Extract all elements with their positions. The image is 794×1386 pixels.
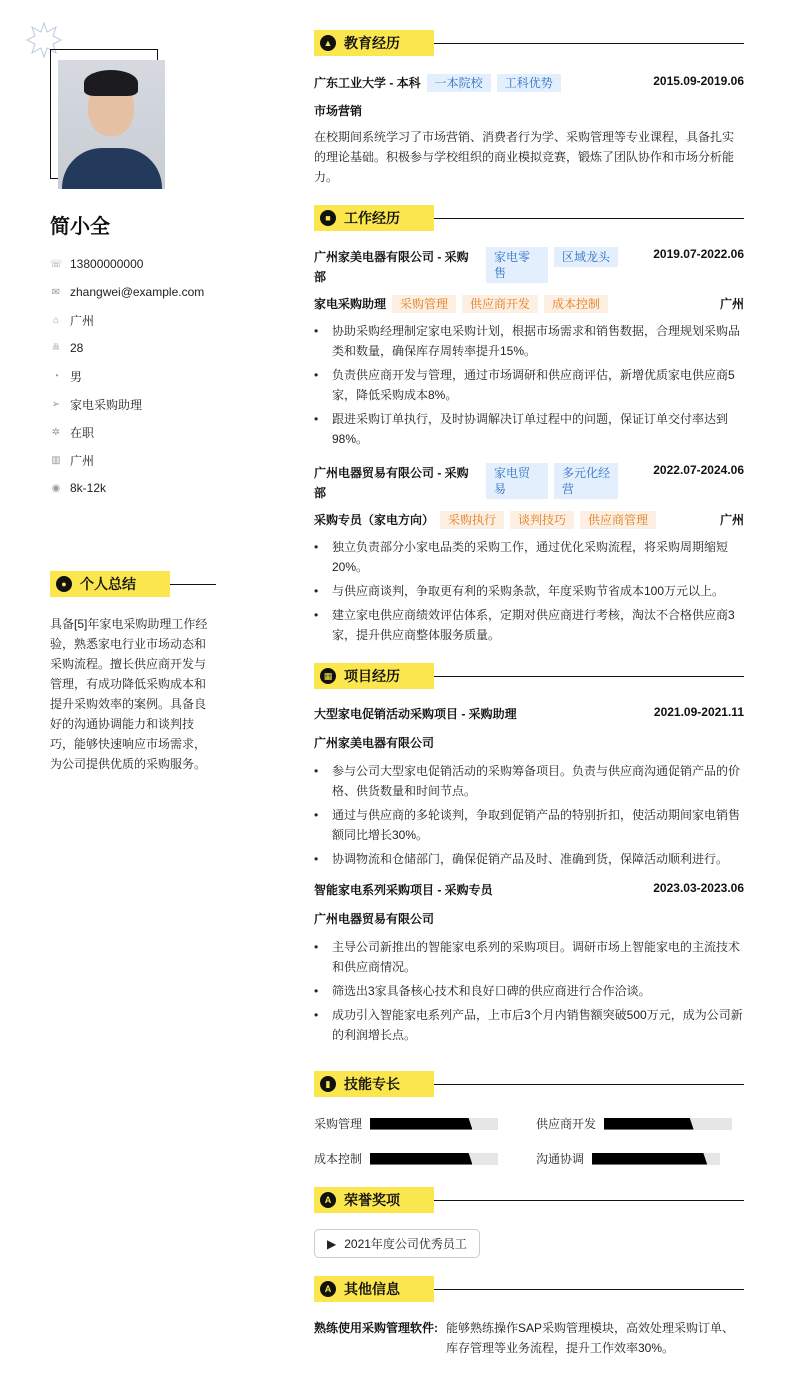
bullet: • 建立家电供应商绩效评估体系，定期对供应商进行考核，淘汰不合格供应商3家，提升供应商整体服务质量。 xyxy=(314,605,744,645)
info-value: zhangwei@example.com xyxy=(70,285,205,299)
tag: 多元化经营 xyxy=(554,463,618,499)
skill-bar-fill xyxy=(604,1118,694,1130)
award-icon: A xyxy=(320,1192,336,1208)
info-value: 在职 xyxy=(70,425,95,440)
info-position xyxy=(50,390,204,418)
cake-icon: ≞ xyxy=(51,342,61,354)
info-value: 广州 xyxy=(70,313,95,328)
city: 广州 xyxy=(719,297,744,311)
skill-bar-fill xyxy=(370,1118,472,1130)
skill-tag: 谈判技巧 xyxy=(510,511,574,529)
skill-tag: 采购管理 xyxy=(392,295,456,313)
status-icon: ✲ xyxy=(51,426,61,438)
education-header xyxy=(314,30,744,56)
info-gender xyxy=(50,362,204,390)
date: 2022.07-2024.06 xyxy=(653,463,744,477)
date: 2023.03-2023.06 xyxy=(653,881,744,895)
info-home xyxy=(50,306,204,334)
building-icon: ▥ xyxy=(51,454,61,466)
bullet: • 协助采购经理制定家电采购计划，根据市场需求和销售数据，合理规划采购品类和数量，确保库存周转率提升15%。 xyxy=(314,321,744,361)
project-name: 大型家电促销活动采购项目 - 采购助理 xyxy=(314,707,517,721)
project-item xyxy=(314,705,744,869)
company: 广州电器贸易有限公司 - 采购部 xyxy=(314,466,469,500)
tag: 区域龙头 xyxy=(554,247,618,267)
skill-item xyxy=(536,1115,744,1132)
summary-text: 具备[5]年家电采购助理工作经验，熟悉家电行业市场动态和采购流程。擅长供应商开发与管理，有成功降低采购成本和提升采购效率的案例。具备良好的沟通协调能力和谈判技巧，能够快速响应市场需求，为公司提供优质的采购服务。 xyxy=(50,617,208,771)
bullet: • 负责供应商开发与管理，通过市场调研和供应商评估，新增优质家电供应商5家，降低采购成本8%。 xyxy=(314,365,744,405)
skills-grid xyxy=(314,1115,744,1167)
mail-icon: ✉ xyxy=(51,286,61,298)
skill-item xyxy=(314,1115,536,1132)
skills-header xyxy=(314,1071,744,1097)
work-header xyxy=(314,205,744,231)
section-title: 技能专长 xyxy=(344,1076,400,1092)
section-title: 荣誉奖项 xyxy=(344,1192,400,1208)
bar-chart-icon: ▮ xyxy=(320,1076,336,1092)
bullet: • 与供应商谈判，争取更有利的采购条款，年度采购节省成本100万元以上。 xyxy=(314,581,744,601)
company: 广州家美电器有限公司 - 采购部 xyxy=(314,250,469,284)
major: 市场营销 xyxy=(314,104,363,118)
other-text: 能够熟练操作SAP采购管理模块，高效处理采购订单、库存管理等业务流程，提升工作效率30%。 xyxy=(446,1321,735,1355)
section-title: 工作经历 xyxy=(344,210,400,226)
play-triangle-icon: ▶ xyxy=(327,1236,337,1251)
date: 2021.09-2021.11 xyxy=(653,705,744,719)
skill-name: 成本控制 xyxy=(314,1152,363,1166)
awards-header xyxy=(314,1187,744,1213)
summary-header xyxy=(50,571,216,597)
date: 2015.09-2019.06 xyxy=(653,74,744,88)
skill-tag: 供应商开发 xyxy=(462,295,538,313)
award-item[interactable] xyxy=(314,1229,480,1258)
info-value: 28 xyxy=(70,341,84,355)
skill-bar-fill xyxy=(370,1153,472,1165)
avatar xyxy=(58,60,165,189)
school-name: 广东工业大学 - 本科 xyxy=(314,76,421,90)
info-age xyxy=(50,334,204,362)
skill-bar xyxy=(604,1118,732,1130)
date: 2019.07-2022.06 xyxy=(653,247,744,261)
org: 广州电器贸易有限公司 xyxy=(314,912,435,926)
info-value: 13800000000 xyxy=(70,257,144,271)
other-header xyxy=(314,1276,744,1302)
education-desc: 在校期间系统学习了市场营销、消费者行为学、采购管理等专业课程，具备扎实的理论基础。积极参与学校组织的商业模拟竞赛，锻炼了团队协作和市场分析能力。 xyxy=(314,130,735,184)
org: 广州家美电器有限公司 xyxy=(314,736,435,750)
bullet: • 主导公司新推出的智能家电系列的采购项目。调研市场上智能家电的主流技术和供应商情况。 xyxy=(314,937,744,977)
section-title: 教育经历 xyxy=(344,35,400,51)
info-value: 8k-12k xyxy=(70,481,107,495)
project-name: 智能家电系列采购项目 - 采购专员 xyxy=(314,883,493,897)
contact-info xyxy=(50,250,204,502)
skill-tag: 供应商管理 xyxy=(580,511,656,529)
briefcase-icon: ■ xyxy=(320,210,336,226)
bullet: • 参与公司大型家电促销活动的采购筹备项目。负责与供应商沟通促销产品的价格、供货数量和时间节点。 xyxy=(314,761,744,801)
info-status xyxy=(50,418,204,446)
skill-bar-fill xyxy=(592,1153,707,1165)
bullet: • 成功引入智能家电系列产品，上市后3个月内销售额突破500万元，成为公司新的利润增长点。 xyxy=(314,1005,744,1045)
home-icon: ⌂ xyxy=(52,314,60,326)
skill-name: 供应商开发 xyxy=(536,1117,597,1131)
tag: 家电零售 xyxy=(486,247,548,283)
gender-icon: ◔ xyxy=(52,370,60,382)
bullet: • 跟进采购订单执行，及时协调解决订单过程中的问题，保证订单交付率达到98%。 xyxy=(314,409,744,449)
info-phone xyxy=(50,250,204,278)
info-value: 家电采购助理 xyxy=(70,397,143,412)
skill-name: 采购管理 xyxy=(314,1117,363,1131)
city: 广州 xyxy=(719,513,744,527)
send-icon: ➢ xyxy=(51,398,61,410)
role: 采购专员（家电方向） xyxy=(314,513,435,527)
skill-tag: 采购执行 xyxy=(440,511,504,529)
info-value: 男 xyxy=(70,369,83,384)
tag: 工科优势 xyxy=(497,74,561,92)
role: 家电采购助理 xyxy=(314,297,387,311)
graduation-cap-icon: ▲ xyxy=(320,35,336,51)
other-label: 熟练使用采购管理软件: xyxy=(314,1321,438,1335)
info-value: 广州 xyxy=(70,453,95,468)
section-title: 项目经历 xyxy=(344,668,400,684)
bullet: • 协调物流和仓储部门，确保促销产品及时、准确到货，保障活动顺利进行。 xyxy=(314,849,744,869)
section-title: 个人总结 xyxy=(80,576,136,592)
salary-icon: ◉ xyxy=(51,482,61,494)
work-item xyxy=(314,463,744,645)
tag: 家电贸易 xyxy=(486,463,548,499)
skill-tag: 成本控制 xyxy=(544,295,608,313)
info-email xyxy=(50,278,204,306)
bullet: • 通过与供应商的多轮谈判，争取到促销产品的特别折扣，使活动期间家电销售额同比增长30%。 xyxy=(314,805,744,845)
candidate-name: 简小全 xyxy=(50,216,110,238)
education-row xyxy=(314,74,744,92)
skill-name: 沟通协调 xyxy=(536,1152,585,1166)
award-text: 2021年度公司优秀员工 xyxy=(344,1237,467,1251)
skill-bar xyxy=(370,1118,498,1130)
info-salary xyxy=(50,474,204,502)
bullet: • 筛选出3家具备核心技术和良好口碑的供应商进行合作洽谈。 xyxy=(314,981,744,1001)
main-content xyxy=(314,30,744,1358)
project-item xyxy=(314,881,744,1045)
bullet: • 独立负责部分小家电品类的采购工作，通过优化采购流程，将采购周期缩短20%。 xyxy=(314,537,744,577)
projects-header xyxy=(314,663,744,689)
section-title: 其他信息 xyxy=(344,1281,400,1297)
skill-bar xyxy=(592,1153,720,1165)
skill-bar xyxy=(370,1153,498,1165)
work-item xyxy=(314,247,744,449)
other-info xyxy=(314,1318,744,1358)
info-city xyxy=(50,446,204,474)
tag: 一本院校 xyxy=(427,74,491,92)
other-info-icon: A xyxy=(320,1281,336,1297)
grid-icon: ▦ xyxy=(320,668,336,684)
user-icon: ● xyxy=(56,576,72,592)
skill-item xyxy=(536,1150,744,1167)
skill-item xyxy=(314,1150,536,1167)
phone-icon: ☏ xyxy=(50,258,63,270)
